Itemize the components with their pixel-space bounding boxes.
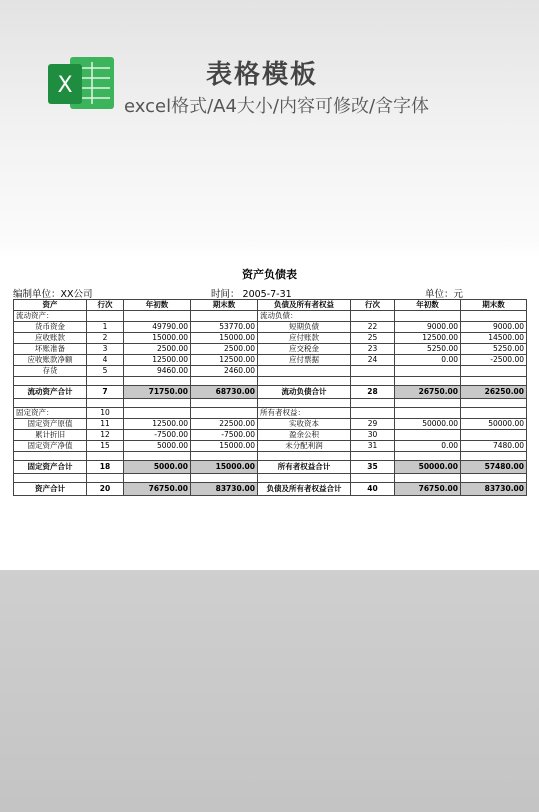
table-row bbox=[14, 311, 527, 322]
table-cell: 18 bbox=[87, 461, 124, 474]
table-cell: 5000.00 bbox=[124, 441, 191, 452]
banner-subtitle: excel格式/A4大小/内容可修改/含字体 bbox=[124, 96, 430, 117]
table-cell: 坏账准备 bbox=[14, 344, 87, 355]
table-cell: 22500.00 bbox=[191, 419, 258, 430]
table-cell: 0.00 bbox=[395, 355, 461, 366]
table-cell: 22 bbox=[351, 322, 395, 333]
table-cell bbox=[395, 474, 461, 483]
table-cell: 28 bbox=[351, 386, 395, 399]
table-cell bbox=[258, 474, 351, 483]
table-cell: 15000.00 bbox=[191, 441, 258, 452]
table-cell: 24 bbox=[351, 355, 395, 366]
table-cell: 所有者权益： bbox=[258, 408, 351, 419]
table-cell bbox=[87, 399, 124, 408]
table-cell: 5250.00 bbox=[461, 344, 527, 355]
table-cell: 应付账款 bbox=[258, 333, 351, 344]
table-cell: 2460.00 bbox=[191, 366, 258, 377]
table-cell bbox=[124, 408, 191, 419]
table-cell: 5 bbox=[87, 366, 124, 377]
table-row bbox=[14, 441, 527, 452]
table-cell: 7480.00 bbox=[461, 441, 527, 452]
table-cell: 15000.00 bbox=[191, 461, 258, 474]
table-cell: 12500.00 bbox=[395, 333, 461, 344]
table-cell: 23 bbox=[351, 344, 395, 355]
sheet-title: 资产负债表 bbox=[242, 268, 297, 281]
table-cell: 货币资金 bbox=[14, 322, 87, 333]
table-cell: 存货 bbox=[14, 366, 87, 377]
table-cell: 短期负债 bbox=[258, 322, 351, 333]
table-cell: 固定资产： bbox=[14, 408, 87, 419]
table-cell: 31 bbox=[351, 441, 395, 452]
table-cell: 83730.00 bbox=[191, 483, 258, 496]
table-cell: 20 bbox=[87, 483, 124, 496]
table-cell bbox=[351, 399, 395, 408]
table-cell: 5250.00 bbox=[395, 344, 461, 355]
spacer-row bbox=[14, 399, 527, 408]
table-cell: 4 bbox=[87, 355, 124, 366]
table-cell bbox=[191, 311, 258, 322]
table-cell bbox=[395, 408, 461, 419]
table-cell bbox=[351, 377, 395, 386]
excel-logo-icon bbox=[46, 54, 118, 112]
table-cell bbox=[191, 452, 258, 461]
header-cell: 期末数 bbox=[461, 300, 527, 311]
table-cell: 9460.00 bbox=[124, 366, 191, 377]
table-cell: 应收账款 bbox=[14, 333, 87, 344]
table-row bbox=[14, 333, 527, 344]
table-cell bbox=[124, 474, 191, 483]
table-cell bbox=[395, 430, 461, 441]
table-cell bbox=[191, 377, 258, 386]
table-cell: 所有者权益合计 bbox=[258, 461, 351, 474]
table-cell: 10 bbox=[87, 408, 124, 419]
table-cell bbox=[351, 408, 395, 419]
table-cell bbox=[351, 366, 395, 377]
table-cell bbox=[87, 311, 124, 322]
table-cell: 71750.00 bbox=[124, 386, 191, 399]
table-cell: 68730.00 bbox=[191, 386, 258, 399]
table-cell: 应收账款净额 bbox=[14, 355, 87, 366]
table-cell: 固定资产原值 bbox=[14, 419, 87, 430]
table-cell: -2500.00 bbox=[461, 355, 527, 366]
table-cell: 1 bbox=[87, 322, 124, 333]
table-cell: 应付票据 bbox=[258, 355, 351, 366]
table-cell bbox=[351, 452, 395, 461]
header-cell: 负债及所有者权益 bbox=[258, 300, 351, 311]
table-cell bbox=[395, 311, 461, 322]
table-cell: 49790.00 bbox=[124, 322, 191, 333]
table-cell: 29 bbox=[351, 419, 395, 430]
header-cell: 资产 bbox=[14, 300, 87, 311]
table-cell: 14500.00 bbox=[461, 333, 527, 344]
table-cell bbox=[191, 399, 258, 408]
table-cell bbox=[395, 452, 461, 461]
table-cell bbox=[191, 408, 258, 419]
table-cell: 流动负债合计 bbox=[258, 386, 351, 399]
table-row bbox=[14, 408, 527, 419]
table-cell bbox=[461, 377, 527, 386]
table-cell: 9000.00 bbox=[461, 322, 527, 333]
table-cell bbox=[258, 452, 351, 461]
header-cell: 期末数 bbox=[191, 300, 258, 311]
table-cell: 流动资产： bbox=[14, 311, 87, 322]
table-cell bbox=[258, 366, 351, 377]
table-cell: 应交税金 bbox=[258, 344, 351, 355]
table-cell: 固定资产净值 bbox=[14, 441, 87, 452]
table-cell: 15000.00 bbox=[191, 333, 258, 344]
table-cell: 83730.00 bbox=[461, 483, 527, 496]
table-cell: -7500.00 bbox=[124, 430, 191, 441]
table-cell: 76750.00 bbox=[124, 483, 191, 496]
table-cell: 26250.00 bbox=[461, 386, 527, 399]
table-cell bbox=[395, 377, 461, 386]
table-cell: 2500.00 bbox=[124, 344, 191, 355]
table-cell bbox=[124, 452, 191, 461]
header-cell: 年初数 bbox=[124, 300, 191, 311]
table-cell: 2 bbox=[87, 333, 124, 344]
table-cell: 流动负债： bbox=[258, 311, 351, 322]
table-cell bbox=[461, 408, 527, 419]
table-cell: 7 bbox=[87, 386, 124, 399]
table-cell: 76750.00 bbox=[395, 483, 461, 496]
table-cell: 25 bbox=[351, 333, 395, 344]
table-cell: 26750.00 bbox=[395, 386, 461, 399]
table-cell: 实收资本 bbox=[258, 419, 351, 430]
table-cell: 40 bbox=[351, 483, 395, 496]
table-cell bbox=[351, 474, 395, 483]
table-row bbox=[14, 322, 527, 333]
table-cell: 9000.00 bbox=[395, 322, 461, 333]
table-cell bbox=[461, 366, 527, 377]
table-cell bbox=[461, 399, 527, 408]
logo-letter: X bbox=[57, 73, 73, 98]
table-cell bbox=[461, 452, 527, 461]
table-cell: -7500.00 bbox=[191, 430, 258, 441]
table-cell bbox=[395, 399, 461, 408]
spacer-row bbox=[14, 452, 527, 461]
table-cell: 0.00 bbox=[395, 441, 461, 452]
header-cell: 行次 bbox=[351, 300, 395, 311]
table-cell: 12500.00 bbox=[124, 355, 191, 366]
table-cell: 12500.00 bbox=[191, 355, 258, 366]
total-row bbox=[14, 386, 527, 399]
table-cell: 35 bbox=[351, 461, 395, 474]
table-cell: 负债及所有者权益合计 bbox=[258, 483, 351, 496]
table-row bbox=[14, 430, 527, 441]
table-row bbox=[14, 419, 527, 430]
spacer-row bbox=[14, 474, 527, 483]
table-cell: 53770.00 bbox=[191, 322, 258, 333]
table-cell: 盈余公积 bbox=[258, 430, 351, 441]
table-cell bbox=[87, 377, 124, 386]
bottom-background-band bbox=[0, 570, 539, 812]
table-cell: 57480.00 bbox=[461, 461, 527, 474]
table-cell bbox=[258, 377, 351, 386]
table-cell: 2500.00 bbox=[191, 344, 258, 355]
balance-sheet-table bbox=[13, 299, 527, 496]
table-cell bbox=[461, 474, 527, 483]
table-cell bbox=[87, 474, 124, 483]
table-cell bbox=[14, 399, 87, 408]
table-cell bbox=[124, 399, 191, 408]
table-cell: 50000.00 bbox=[395, 461, 461, 474]
table-cell: 15000.00 bbox=[124, 333, 191, 344]
table-cell: 50000.00 bbox=[461, 419, 527, 430]
table-cell: 3 bbox=[87, 344, 124, 355]
table-cell bbox=[461, 430, 527, 441]
table-cell: 50000.00 bbox=[395, 419, 461, 430]
table-cell bbox=[14, 474, 87, 483]
header-cell: 行次 bbox=[87, 300, 124, 311]
balance-sheet-document bbox=[0, 258, 539, 570]
table-cell: 固定资产合计 bbox=[14, 461, 87, 474]
table-cell bbox=[191, 474, 258, 483]
table-cell bbox=[124, 311, 191, 322]
table-row bbox=[14, 366, 527, 377]
table-cell bbox=[351, 311, 395, 322]
table-cell: 11 bbox=[87, 419, 124, 430]
currency-label: 单位：元 bbox=[425, 289, 464, 300]
table-row bbox=[14, 355, 527, 366]
table-cell: 5000.00 bbox=[124, 461, 191, 474]
table-cell: 12500.00 bbox=[124, 419, 191, 430]
total-row bbox=[14, 483, 527, 496]
table-cell: 流动资产合计 bbox=[14, 386, 87, 399]
table-cell bbox=[395, 366, 461, 377]
table-cell bbox=[87, 452, 124, 461]
table-cell: 12 bbox=[87, 430, 124, 441]
date-label: 时间： 2005-7-31 bbox=[211, 289, 292, 300]
table-cell bbox=[124, 377, 191, 386]
table-cell bbox=[461, 311, 527, 322]
table-header-row bbox=[14, 300, 527, 311]
table-cell: 15 bbox=[87, 441, 124, 452]
table-cell: 未分配利润 bbox=[258, 441, 351, 452]
table-cell: 30 bbox=[351, 430, 395, 441]
table-cell bbox=[14, 452, 87, 461]
table-cell: 累计折旧 bbox=[14, 430, 87, 441]
table-cell bbox=[14, 377, 87, 386]
table-cell bbox=[258, 399, 351, 408]
table-cell: 资产合计 bbox=[14, 483, 87, 496]
total-row bbox=[14, 461, 527, 474]
spacer-row bbox=[14, 377, 527, 386]
unit-label: 编制单位：XX公司 bbox=[13, 289, 93, 300]
banner-title: 表格模板 bbox=[206, 60, 319, 90]
header-cell: 年初数 bbox=[395, 300, 461, 311]
table-row bbox=[14, 344, 527, 355]
